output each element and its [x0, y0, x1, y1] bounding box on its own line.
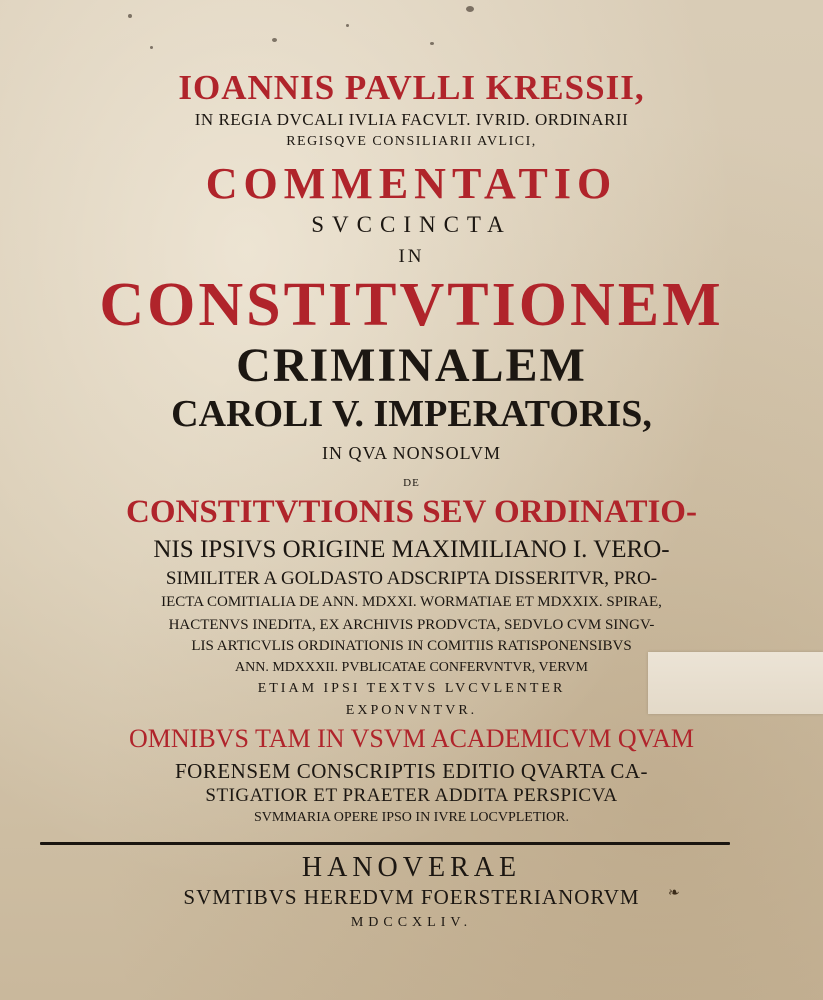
- description-line-8: ETIAM IPSI TEXTVS LVCVLENTER: [257, 681, 566, 696]
- title-caroli: CAROLI V. IMPERATORIS,: [171, 393, 652, 435]
- ink-spot: [466, 6, 474, 12]
- ink-spot: [272, 38, 277, 42]
- description-line-2: NIS IPSIVS ORIGINE MAXIMILIANO I. VERO-: [153, 536, 670, 563]
- imprint-year: MDCCXLIV.: [350, 915, 473, 930]
- author-position-line-1: IN REGIA DVCALI IVLIA FACVLT. IVRID. ORDINARII: [194, 110, 629, 129]
- edition-line-3: STIGATIOR ET PRAETER ADDITA PERSPICVA: [205, 785, 618, 806]
- imprint-place: HANOVERAE: [301, 852, 522, 883]
- description-line-1: CONSTITVTIONIS SEV ORDINATIO-: [126, 494, 697, 530]
- divider-rule: [40, 842, 730, 845]
- subtitle-in-qua-nonsolum: IN QVA NONSOLVM: [321, 443, 502, 463]
- ink-spot: [150, 46, 153, 49]
- title-in: IN: [398, 246, 425, 267]
- description-line-9: EXPONVNTVR.: [345, 703, 478, 718]
- description-line-7: ANN. MDXXXII. PVBLICATAE CONFERVNTVR, VERVM: [234, 660, 588, 675]
- ink-spot: [128, 14, 132, 18]
- description-line-4: IECTA COMITIALIA DE ANN. MDXXI. WORMATIAE ET MDXXIX. SPIRAE,: [161, 594, 662, 610]
- author-name: IOANNIS PAVLLI KRESSII,: [178, 68, 645, 107]
- title-succincta: SVCCINCTA: [311, 212, 512, 237]
- edition-line-1: OMNIBVS TAM IN VSVM ACADEMICVM QVAM: [129, 724, 694, 753]
- printer-ornament-icon: ❧: [668, 886, 680, 901]
- edition-line-4: SVMMARIA OPERE IPSO IN IVRE LOCVPLETIOR.: [253, 810, 570, 825]
- imprint-publisher: SVMTIBVS HEREDVM FOERSTERIANORVM: [183, 885, 640, 909]
- subtitle-de: DE: [403, 477, 420, 489]
- ink-spot: [346, 24, 349, 27]
- title-commentatio: COMMENTATIO: [205, 159, 618, 208]
- title-constitutionem: CONSTITVTIONEM: [99, 271, 724, 339]
- paper-repair-patch: [648, 652, 823, 714]
- description-line-5: HACTENVS INEDITA, EX ARCHIVIS PRODVCTA, SEDVLO CVM SINGV-: [168, 617, 655, 633]
- ink-spot: [430, 42, 434, 45]
- author-position-line-2: REGISQVE CONSILIARII AVLICI,: [286, 134, 537, 149]
- edition-line-2: FORENSEM CONSCRIPTIS EDITIO QVARTA CA-: [174, 759, 649, 783]
- title-criminalem: CRIMINALEM: [236, 339, 587, 392]
- description-line-6: LIS ARTICVLIS ORDINATIONIS IN COMITIIS RATISPONENSIBVS: [191, 638, 632, 654]
- description-line-3: SIMILITER A GOLDASTO ADSCRIPTA DISSERITVR, PRO-: [165, 568, 658, 589]
